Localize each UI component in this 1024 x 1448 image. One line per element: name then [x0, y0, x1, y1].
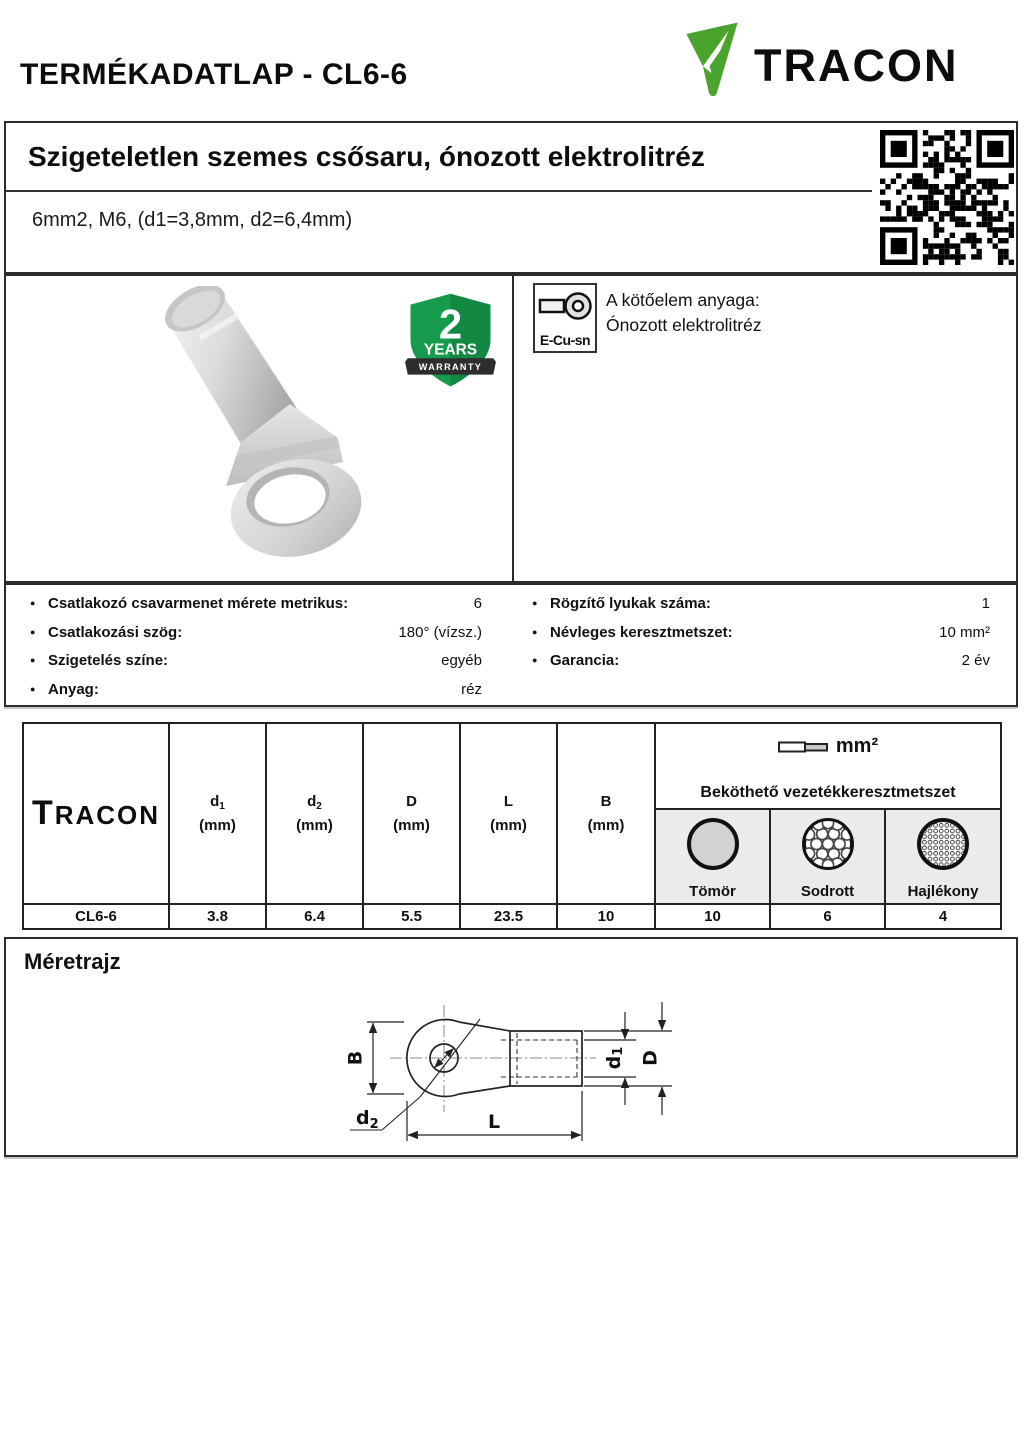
- row-value-D: 5.5: [364, 903, 461, 928]
- dimensions-table: [22, 722, 1002, 930]
- spec-row: ● Szigetelés színe: egyéb: [30, 652, 482, 681]
- warranty-badge: [403, 291, 498, 391]
- flexible-wire-icon: [916, 817, 970, 871]
- bullet-icon: [532, 624, 550, 642]
- svg-text:YEARS: YEARS: [423, 341, 478, 359]
- wire-type-stranded: Sodrott: [771, 810, 886, 903]
- row-value-solid: 10: [656, 903, 771, 928]
- spec-row: ● Anyag: réz: [30, 681, 482, 710]
- product-section: [4, 274, 1018, 583]
- svg-text:WARRANTY: WARRANTY: [418, 362, 483, 373]
- title-row: [6, 123, 872, 192]
- bullet-icon: [532, 652, 550, 670]
- bullet-icon: [30, 681, 48, 699]
- dimension-drawing: [334, 983, 804, 1151]
- spec-row: ● Garancia: 2 év: [532, 652, 990, 681]
- svg-text:D: D: [639, 1050, 662, 1066]
- material-description: A kötőelem anyaga: Ónozott elektrolitréz: [606, 290, 762, 335]
- svg-text:d2: $d_2$: [356, 1107, 379, 1132]
- wire-section-header: mm² Beköthető vezetékkeresztmetszet: [656, 724, 1000, 810]
- svg-text:B: B: [344, 1050, 367, 1066]
- wire-type-solid: Tömör: [656, 810, 771, 903]
- svg-text:d1: $d_1$: [602, 1046, 626, 1070]
- svg-text:2: 2: [438, 300, 463, 348]
- bullet-icon: [30, 595, 48, 613]
- spec-row: ● Csatlakozó csavarmenet mérete metrikus: 6: [30, 595, 482, 624]
- wire-lug-icon: [778, 738, 830, 756]
- bullet-icon: [30, 652, 48, 670]
- section-divider: [512, 276, 514, 581]
- dimension-drawing-section: [4, 937, 1018, 1157]
- row-value-L: 23.5: [461, 903, 558, 928]
- stranded-wire-icon: [801, 817, 855, 871]
- column-header-d1: $d_1$ (mm): [170, 724, 267, 903]
- material-symbol-box: [533, 283, 597, 353]
- row-value-B: 10: [558, 903, 656, 928]
- specs-right-column: [532, 595, 990, 681]
- tracon-logo-icon: [678, 20, 746, 96]
- tracon-logo-wordmark: TRACON: [754, 40, 959, 91]
- row-value-stranded: 6: [771, 903, 886, 928]
- bullet-icon: [30, 624, 48, 642]
- row-product-name: CL6-6: [24, 903, 170, 928]
- specs-left-column: [30, 595, 482, 709]
- column-header-d2: $d_2$ (mm): [267, 724, 364, 903]
- specs-section: [4, 583, 1018, 707]
- solid-wire-icon: [686, 817, 740, 871]
- column-header-D: D (mm): [364, 724, 461, 903]
- spec-row: ● Csatlakozási szög: 180° (vízsz.): [30, 624, 482, 653]
- svg-text:L: L: [487, 1111, 501, 1133]
- qr-code: [880, 130, 1014, 265]
- lug-symbol-icon: [537, 289, 593, 323]
- material-code: E-Cu-sn: [539, 332, 591, 348]
- drawing-title: Méretrajz: [24, 949, 121, 974]
- table-brand-logo: TRACON: [24, 724, 170, 903]
- document-title: Szigeteletlen szemes csősaru, ónozott elektrolitréz: [28, 140, 705, 172]
- spec-row: ● Névleges keresztmetszet: 10 mm²: [532, 624, 990, 653]
- row-value-flexible: 4: [886, 903, 1000, 928]
- row-value-d2: 6.4: [267, 903, 364, 928]
- product-photo: [140, 286, 380, 576]
- column-header-L: L (mm): [461, 724, 558, 903]
- bullet-icon: [532, 595, 550, 613]
- document-subtitle: 6mm2, M6, (d1=3,8mm, d2=6,4mm): [32, 209, 353, 231]
- row-value-d1: 3.8: [170, 903, 267, 928]
- spec-row: ● Rögzítő lyukak száma: 1: [532, 595, 990, 624]
- title-box: [4, 121, 1018, 274]
- wire-type-flexible: Hajlékony: [886, 810, 1000, 903]
- page-title: TERMÉKADATLAP - CL6-6: [20, 58, 408, 91]
- column-header-B: B (mm): [558, 724, 656, 903]
